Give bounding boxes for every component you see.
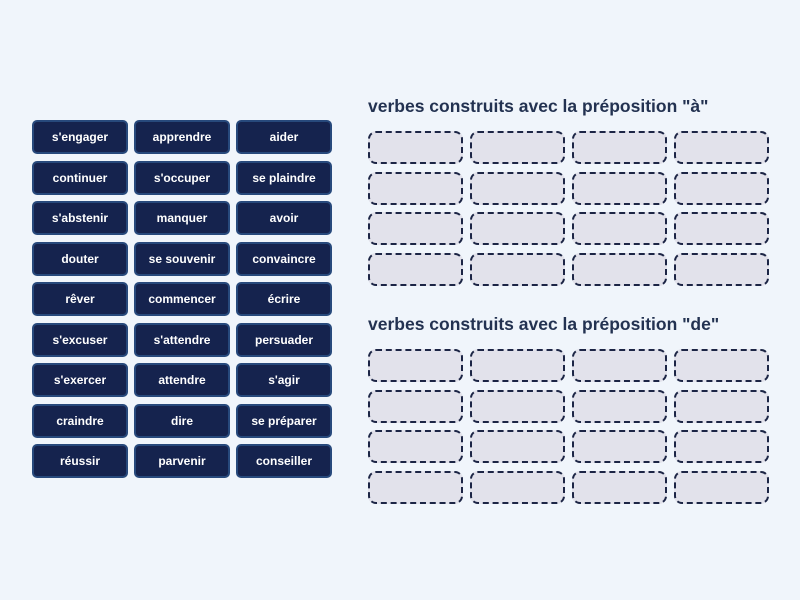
word-tile[interactable]: continuer: [32, 161, 128, 195]
word-tile[interactable]: aider: [236, 120, 332, 154]
drop-slot[interactable]: [470, 131, 565, 164]
word-tile[interactable]: commencer: [134, 282, 230, 316]
word-tile[interactable]: conseiller: [236, 444, 332, 478]
word-tile[interactable]: s'attendre: [134, 323, 230, 357]
word-tile[interactable]: s'excuser: [32, 323, 128, 357]
drop-slot[interactable]: [674, 131, 769, 164]
drop-slot[interactable]: [470, 430, 565, 463]
drop-slot[interactable]: [470, 471, 565, 504]
drop-slot[interactable]: [368, 212, 463, 245]
drop-slot[interactable]: [674, 349, 769, 382]
drop-slot[interactable]: [368, 471, 463, 504]
drop-slot[interactable]: [368, 253, 463, 286]
drop-slot[interactable]: [572, 172, 667, 205]
word-tile[interactable]: attendre: [134, 363, 230, 397]
drop-slot[interactable]: [674, 471, 769, 504]
drop-slot[interactable]: [470, 172, 565, 205]
group-preposition-de: [368, 314, 772, 504]
drop-slot[interactable]: [674, 430, 769, 463]
group-preposition-a: [368, 96, 772, 286]
drop-slot[interactable]: [674, 253, 769, 286]
word-tile[interactable]: s'agir: [236, 363, 332, 397]
word-tile[interactable]: se plaindre: [236, 161, 332, 195]
word-tile[interactable]: se souvenir: [134, 242, 230, 276]
word-tile[interactable]: s'engager: [32, 120, 128, 154]
word-tile[interactable]: rêver: [32, 282, 128, 316]
word-tile[interactable]: douter: [32, 242, 128, 276]
drop-slot[interactable]: [674, 390, 769, 423]
group-title-de: verbes construits avec la préposition "de": [368, 314, 720, 334]
drop-slot[interactable]: [470, 390, 565, 423]
drop-slot[interactable]: [368, 131, 463, 164]
word-tile[interactable]: craindre: [32, 404, 128, 438]
drop-slot[interactable]: [572, 471, 667, 504]
word-tile[interactable]: avoir: [236, 201, 332, 235]
drop-slot[interactable]: [368, 172, 463, 205]
word-tile[interactable]: s'occuper: [134, 161, 230, 195]
drop-slot[interactable]: [572, 349, 667, 382]
drop-slot[interactable]: [572, 212, 667, 245]
drop-slot[interactable]: [368, 430, 463, 463]
word-tile[interactable]: apprendre: [134, 120, 230, 154]
drop-slot[interactable]: [674, 212, 769, 245]
word-tile[interactable]: écrire: [236, 282, 332, 316]
slot-grid-a: [368, 131, 772, 286]
drop-slot[interactable]: [368, 390, 463, 423]
drop-slot[interactable]: [470, 212, 565, 245]
word-tile[interactable]: parvenir: [134, 444, 230, 478]
drop-slot[interactable]: [368, 349, 463, 382]
drop-slot[interactable]: [470, 253, 565, 286]
drop-slot[interactable]: [572, 131, 667, 164]
word-tile[interactable]: se préparer: [236, 404, 332, 438]
word-tile[interactable]: s'exercer: [32, 363, 128, 397]
word-tile[interactable]: manquer: [134, 201, 230, 235]
slot-grid-de: [368, 349, 772, 504]
drop-slot[interactable]: [572, 430, 667, 463]
word-tile-grid: [32, 120, 332, 478]
word-tile[interactable]: persuader: [236, 323, 332, 357]
word-tile[interactable]: réussir: [32, 444, 128, 478]
group-title-a: verbes construits avec la préposition "à": [368, 96, 709, 116]
word-tile[interactable]: s'abstenir: [32, 201, 128, 235]
drop-slot[interactable]: [674, 172, 769, 205]
drop-slot[interactable]: [572, 390, 667, 423]
drop-slot[interactable]: [470, 349, 565, 382]
word-tile[interactable]: convaincre: [236, 242, 332, 276]
drop-slot[interactable]: [572, 253, 667, 286]
word-tile[interactable]: dire: [134, 404, 230, 438]
